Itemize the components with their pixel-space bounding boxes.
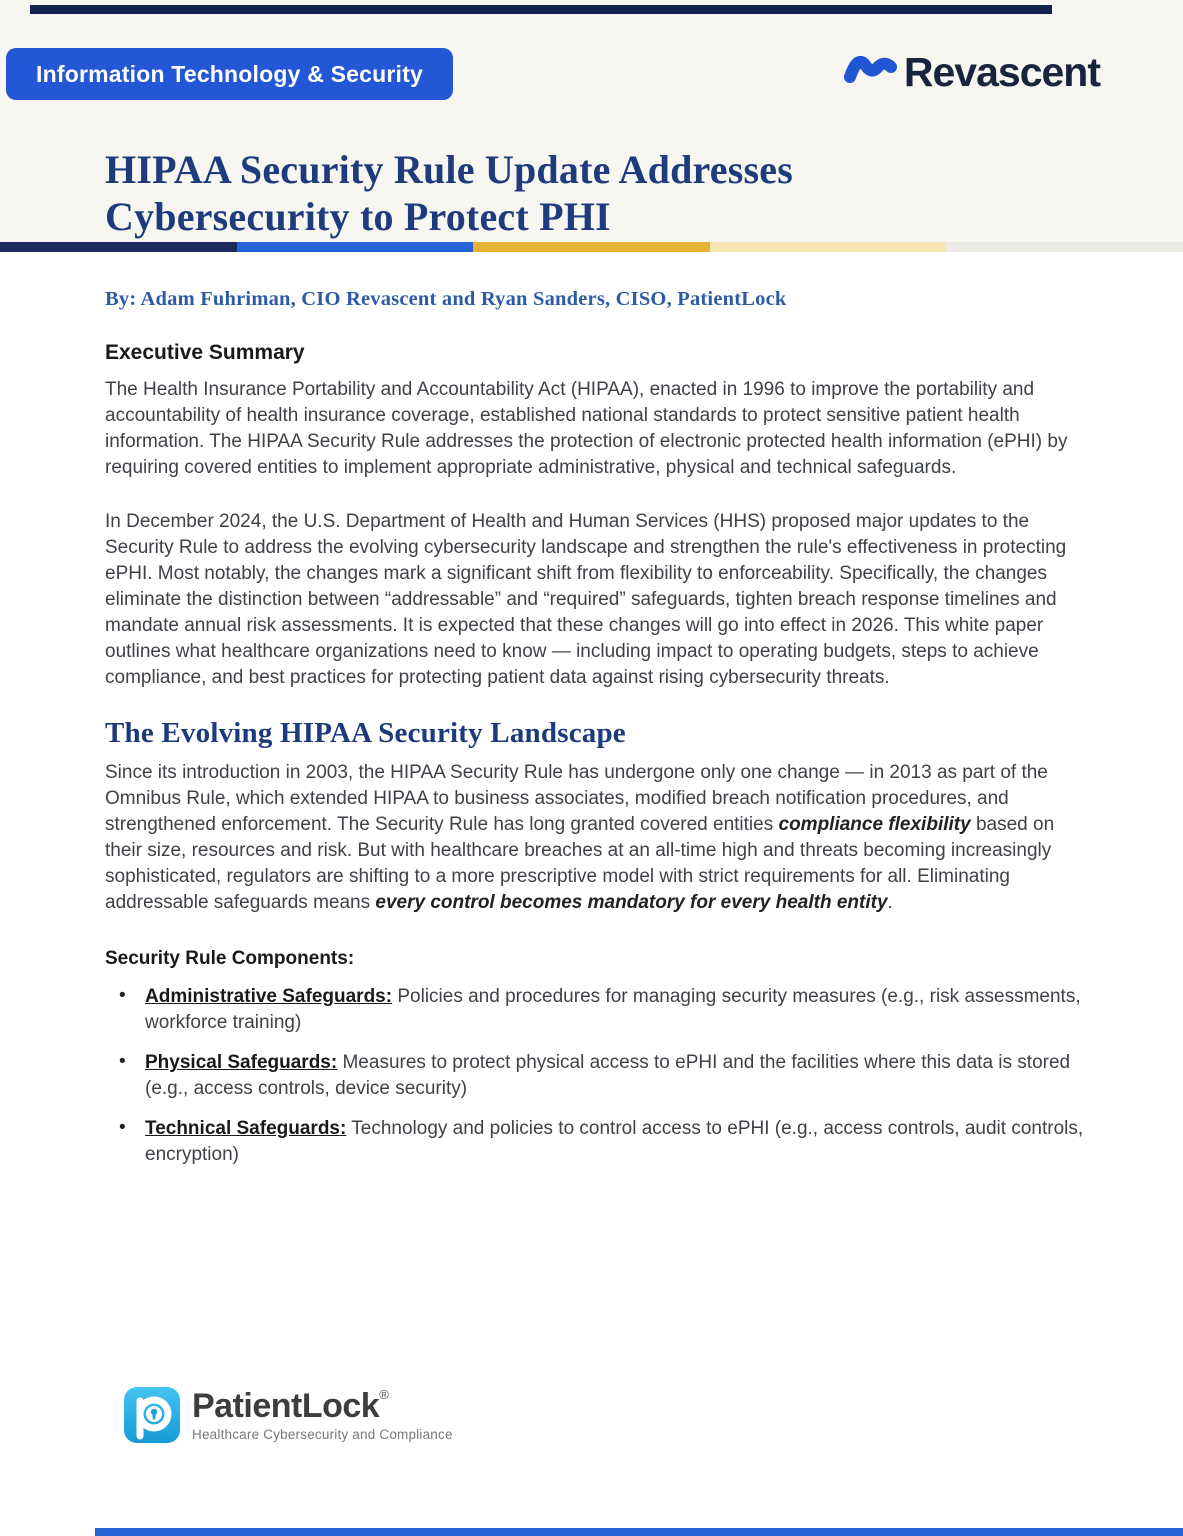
bullet-description: Technology and policies to control access to ePHI (e.g., access controls, audit controls, encryption) [145,1118,1084,1165]
landscape-emphasis-2: every control becomes mandatory for every health entity [375,892,888,913]
page-title-line1: HIPAA Security Rule Update Addresses [105,147,793,192]
divider-segment-gold [473,242,710,252]
executive-summary-paragraph-1: The Health Insurance Portability and Accountability Act (HIPAA), enacted in 1996 to improve the portability and accountability of health insurance coverage, established national standards to protect sensitive patient health information. The HIPAA Security Rule addresses the protection of electronic protected health information (ePHI) by requiring covered entities to implement appropriate administrative, physical and technical safeguards. [105,379,1068,478]
revascent-logo [843,46,1100,99]
patientlock-lock-icon [123,1386,181,1449]
brand-name: Revascent [903,49,1100,95]
revascent-wave-icon [843,46,897,99]
executive-summary-paragraph-2: In December 2024, the U.S. Department of Health and Human Services (HHS) proposed major updates to the Security Rule to address the evolving cybersecurity landscape and strengthen the rule's effectiveness in protecting ePHI. Most notably, the changes mark a significant shift from flexibility to enforceability. Specifically, the changes eliminate the distinction between “addressable” and “required” safeguards, tighten breach response timelines and mandate annual risk assessments. It is expected that these changes will go into effect in 2026. This white paper outlines what healthcare organizations need to know — including impact to operating budgets, steps to achieve compliance, and best practices for protecting patient data against rising cybersecurity threats. [105,511,1067,688]
patientlock-name [192,1387,388,1425]
bottom-accent-rule [95,1528,1183,1536]
components-heading: Security Rule Components: [105,948,355,969]
landscape-section-heading: The Evolving HIPAA Security Landscape [105,717,626,749]
divider-segment-navy [0,242,237,252]
color-divider-bar [0,242,1183,252]
patientlock-tagline: Healthcare Cybersecurity and Compliance [192,1427,453,1442]
bullet-description: Measures to protect physical access to ePHI and the facilities where this data is stored (e.g., access controls, device security) [145,1052,1071,1099]
landscape-text-1: Since its introduction in 2003, the HIPAA Security Rule has undergone only one change — in 2013 as part of the Omnibus Rule, which extended HIPAA to business associates, modified breach notification procedures, and strengthened enforcement. The Security Rule has long granted covered entities [105,762,1048,835]
patientlock-logo [123,1386,453,1449]
byline: By: Adam Fuhriman, CIO Revascent and Ryan Sanders, CISO, PatientLock [105,288,787,310]
bullet-description: Policies and procedures for managing security measures (e.g., risk assessments, workforce training) [145,986,1081,1033]
patientlock-name-text: PatientLock [192,1387,380,1425]
document-body [0,252,1183,1168]
divider-segment-gray [946,242,1183,252]
landscape-paragraph [105,760,1085,916]
list-item-technical-safeguards [105,1116,1085,1168]
divider-segment-blue [237,242,474,252]
top-accent-rule [30,5,1052,14]
category-badge: Information Technology & Security [6,48,453,100]
page-title [105,146,1035,240]
bullet-term: Physical Safeguards: [145,1052,338,1073]
registered-trademark-symbol: ® [379,1387,389,1402]
list-item-physical-safeguards [105,1050,1085,1102]
page-title-line2: Cybersecurity to Protect PHI [105,194,611,239]
list-item-administrative-safeguards [105,984,1085,1036]
divider-segment-pale [710,242,947,252]
components-list [105,984,1085,1168]
executive-summary-heading: Executive Summary [105,341,305,364]
landscape-emphasis-1: compliance flexibility [778,814,971,835]
bullet-term: Technical Safeguards: [145,1118,347,1139]
bullet-term: Administrative Safeguards: [145,986,393,1007]
landscape-text-2: based on their size, resources and risk. But with healthcare breaches at an all-time high and threats becoming increasingly sophisticated, regulators are shifting to a more prescriptive model with strict requirements for all. Eliminating addressable safeguards means [105,814,1055,913]
landscape-text-3: . [887,892,893,913]
patientlock-wordmark [192,1386,453,1442]
